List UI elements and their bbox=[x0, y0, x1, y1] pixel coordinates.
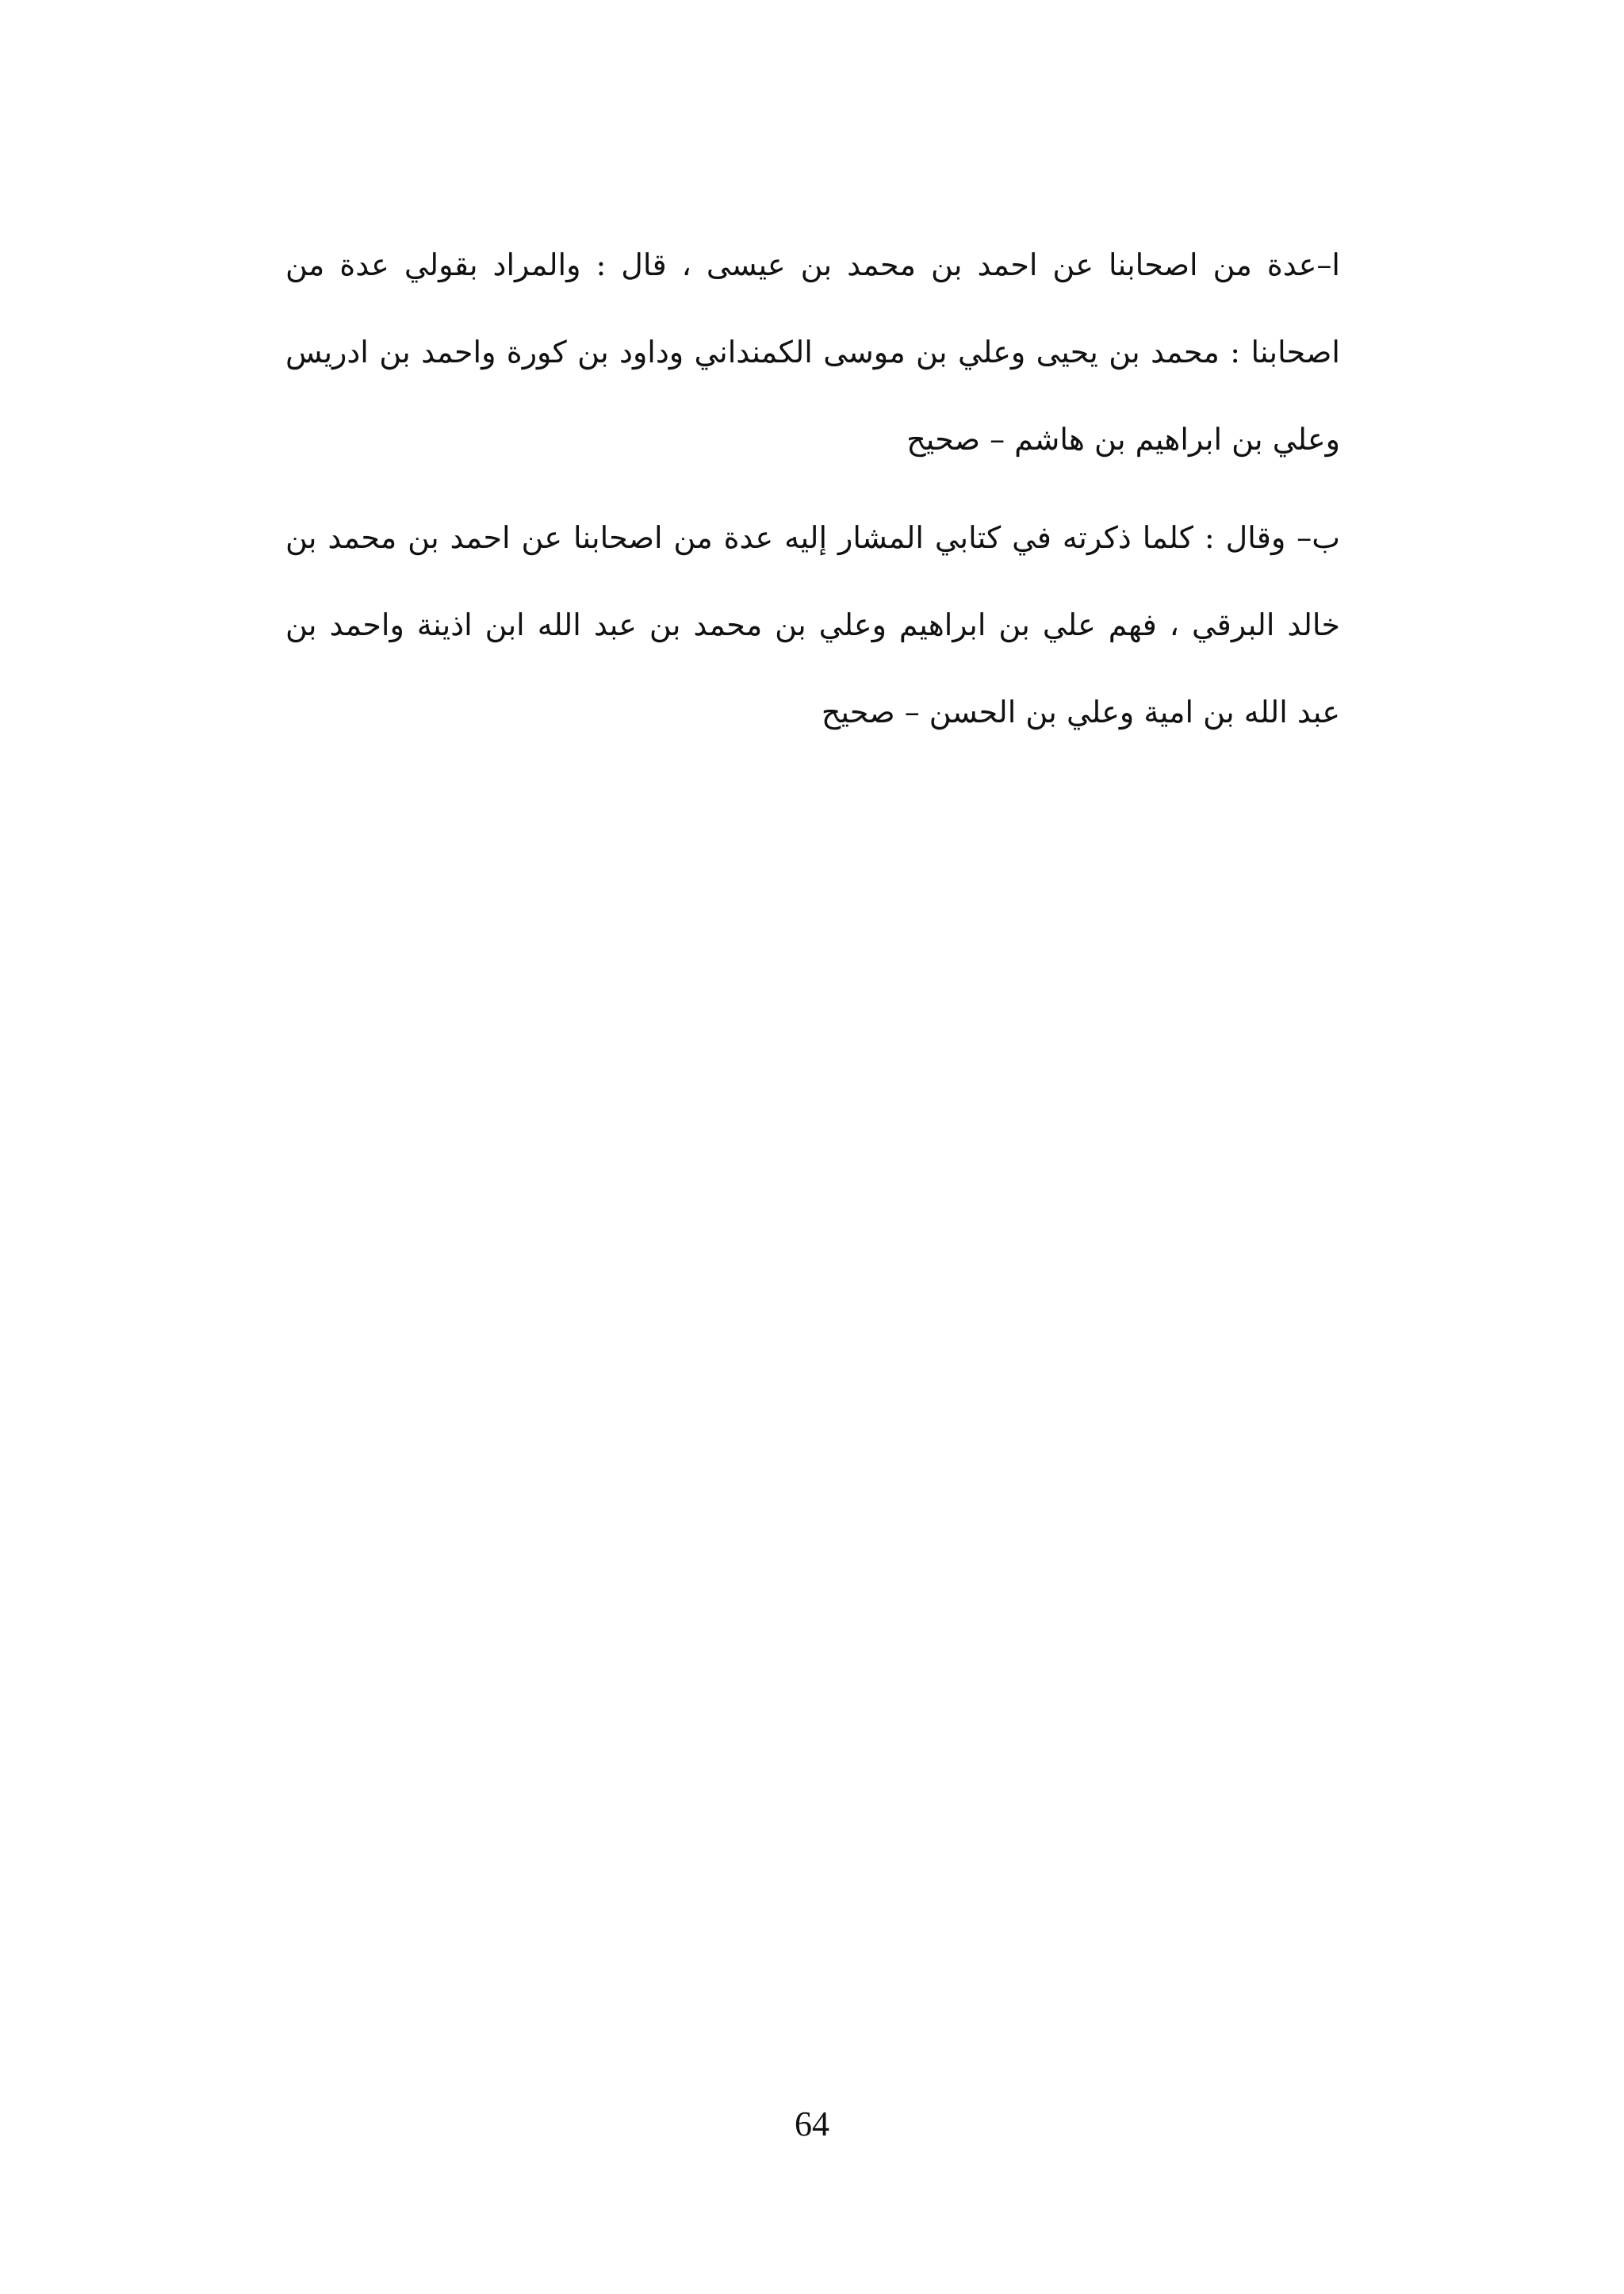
paragraph-a-line-1: ا–عدة من اصحابنا عن احمد بن محمد بن عيسى ، قال : والمراد بقولي عدة من bbox=[285, 247, 1340, 282]
paragraph-b bbox=[285, 501, 1340, 763]
paragraph-a bbox=[285, 228, 1340, 490]
paragraph-a-line-2: اصحابنا : محمد بن يحيى وعلي بن موسى الكمنداني وداود بن كورة واحمد بن ادريس bbox=[285, 335, 1340, 370]
paragraph-b-line-3: عبد الله بن امية وعلي بن الحسن – صحيح bbox=[821, 695, 1340, 730]
page-number: 64 bbox=[795, 2104, 829, 2143]
paragraph-b-line-2: خالد البرقي ، فهم علي بن ابراهيم وعلي بن محمد بن عبد الله ابن اذينة واحمد بن bbox=[285, 607, 1340, 642]
paragraph-b-line-1: ب– وقال : كلما ذكرته في كتابي المشار إليه عدة من اصحابنا عن احمد بن محمد بن bbox=[285, 520, 1340, 555]
paragraph-a-line-3: وعلي بن ابراهيم بن هاشم – صحيح bbox=[906, 422, 1340, 457]
